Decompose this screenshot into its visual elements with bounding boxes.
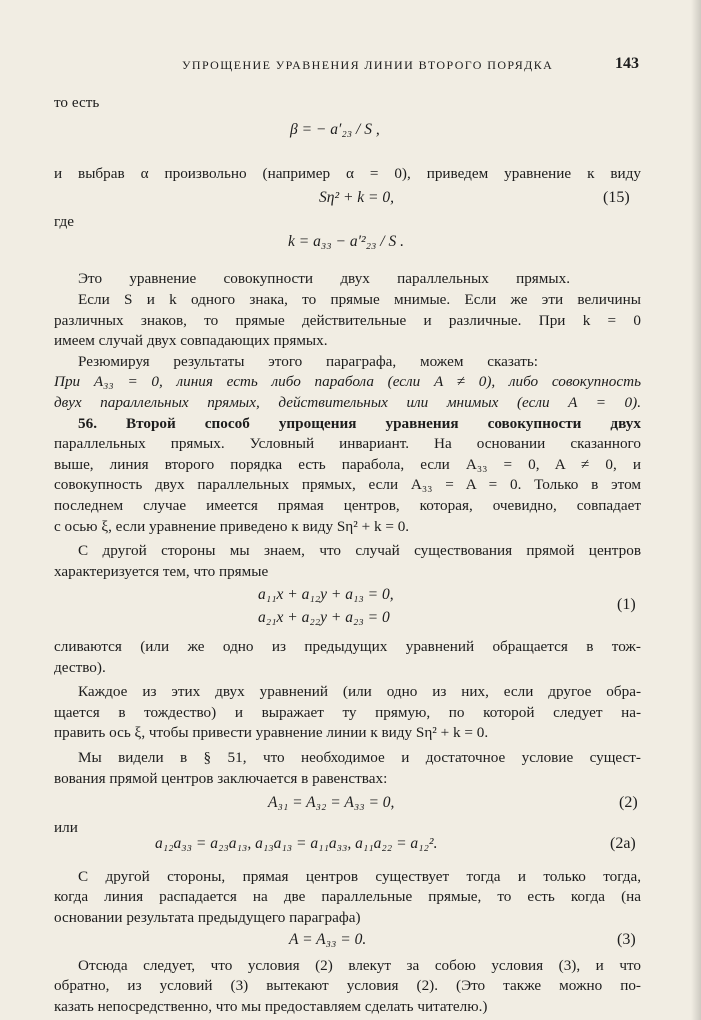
text-line: с осью ξ, если уравнение приведено к виду Sη² + k = 0.	[54, 517, 410, 535]
equation-3: A = A₃₃ = 0.	[289, 931, 367, 949]
equation-number: (1)	[617, 596, 636, 614]
equation-number: (3)	[617, 931, 636, 949]
text-line: и выбрав α произвольно (например α = 0), приведем уравнение к виду	[54, 164, 641, 182]
equation-number: (2)	[619, 794, 638, 812]
text-line: где	[54, 212, 74, 230]
text-line: обратно, из условий (3) вытекают условия (2). (Это также можно по-	[54, 977, 641, 995]
equation-beta: β = − a′₂₃ / S ,	[290, 121, 380, 139]
equation-number: (2a)	[610, 835, 636, 853]
text-line: дество).	[54, 658, 106, 676]
page-edge-shadow	[691, 0, 701, 1020]
text-line: казать непосредственно, что мы предоставляем сделать читателю.)	[54, 998, 488, 1016]
equation-2: A₃₁ = A₃₂ = A₃₃ = 0,	[268, 794, 395, 812]
running-title: УПРОЩЕНИЕ УРАВНЕНИЯ ЛИНИИ ВТОРОГО ПОРЯДКА	[182, 58, 554, 72]
text-line: или	[54, 818, 78, 836]
equation-k: k = a₃₃ − a′²₂₃ / S .	[288, 233, 404, 251]
text-line: Каждое из этих двух уравнений (или одно из них, если другое обра-	[78, 683, 641, 701]
text-line: С другой стороны, прямая центров существует тогда и только тогда,	[78, 867, 641, 885]
text-line: С другой стороны мы знаем, что случай существования прямой центров	[78, 542, 641, 560]
page-number: 143	[615, 55, 639, 72]
equation-1a: a₁₁x + a₁₂y + a₁₃ = 0,	[258, 586, 394, 604]
text-line: двух параллельных прямых, действительных или мнимых (если A = 0).	[54, 393, 641, 411]
text-line: характеризуется тем, что прямые	[54, 562, 269, 580]
page-header	[0, 55, 701, 80]
section-heading: 56. Второй способ упрощения уравнения совокупности двух	[78, 414, 641, 432]
text-line: вования прямой центров заключается в равенствах:	[54, 769, 388, 787]
equation-2a: a₁₂a₃₃ = a₂₃a₁₃, a₁₃a₁₃ = a₁₁a₃₃, a₁₁a₂₂ = a₁₂².	[155, 835, 438, 853]
equation-15: Sη² + k = 0,	[319, 189, 395, 207]
text-line: когда линия распадается на две параллельные прямые, то есть когда (на	[54, 888, 641, 906]
text-line: параллельных прямых. Условный инвариант. На основании сказанного	[54, 435, 641, 453]
text-line: Если S и k одного знака, то прямые мнимые. Если же эти величины	[78, 291, 641, 309]
text-line: Это уравнение совокупности двух параллельных прямых.	[78, 270, 570, 288]
text-line: основании результата предыдущего параграфа)	[54, 908, 361, 926]
text-line: имеем случай двух совпадающих прямых.	[54, 332, 328, 350]
text-line: сливаются (или же одно из предыдущих уравнений обращается в тож-	[54, 638, 641, 656]
text-line: Резюмируя результаты этого параграфа, можем сказать:	[78, 352, 538, 370]
equation-number: (15)	[603, 189, 630, 207]
text-line: щается в тождество) и выражает ту прямую, по которой следует на-	[54, 703, 641, 721]
text-line: различных знаков, то прямые действительные и различные. При k = 0	[54, 311, 641, 329]
text-line: Мы видели в § 51, что необходимое и достаточное условие сущест-	[78, 748, 641, 766]
text-line: совокупность двух параллельных прямых, если A₃₃ = A = 0. Только в этом	[54, 476, 641, 494]
text-line: При A₃₃ = 0, линия есть либо парабола (если A ≠ 0), либо совокупность	[54, 373, 641, 391]
equation-1b: a₂₁x + a₂₂y + a₂₃ = 0	[258, 608, 390, 626]
text-line: править ось ξ, чтобы привести уравнение линии к виду Sη² + k = 0.	[54, 724, 489, 742]
text-line: выше, линия второго порядка есть парабола, если A₃₃ = 0, A ≠ 0, и	[54, 455, 641, 473]
text-line: то есть	[54, 93, 100, 111]
text-line: Отсюда следует, что условия (2) влекут за собою условия (3), и что	[78, 956, 641, 974]
text-line: последнем случае имеется прямая центров, которая, очевидно, совпадает	[54, 496, 641, 514]
